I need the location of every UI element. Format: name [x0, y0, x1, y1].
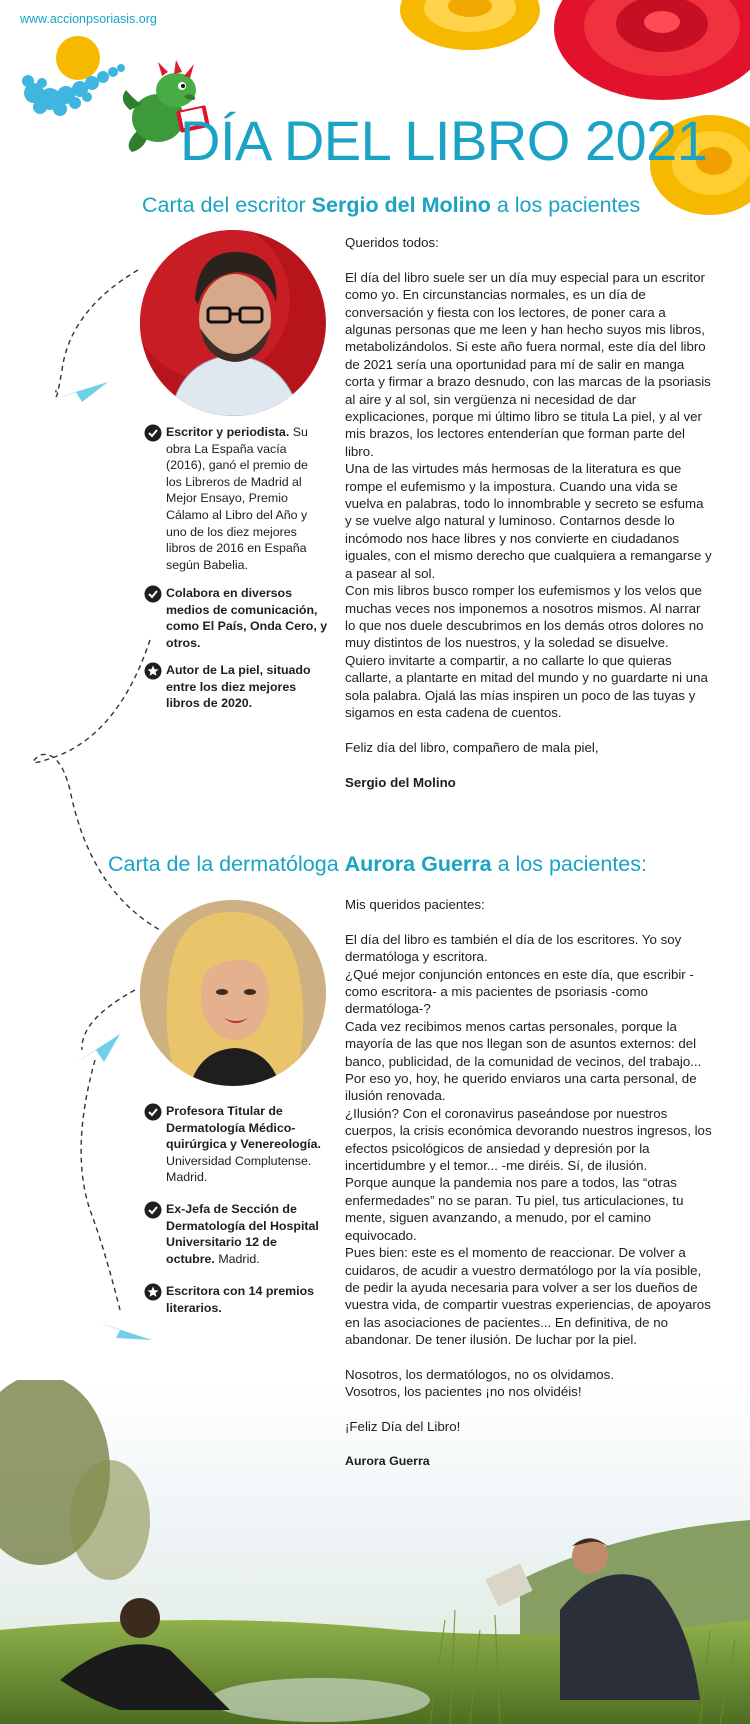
author-bio-item [166, 424, 318, 573]
paper-plane-icon [52, 378, 108, 404]
check-badge-icon [144, 585, 162, 603]
author-bio-bold: Colabora en diversos medios de comunicación, como El País, Onda Cero, y otros. [166, 586, 328, 650]
dermatologist-bio-item [166, 1201, 328, 1267]
section2-title [108, 852, 647, 877]
letter-closing-line: Nosotros, los dermatólogos, no os olvidamos. [345, 1366, 615, 1382]
paper-plane-icon [74, 1034, 120, 1066]
association-logo [20, 35, 130, 120]
letter-paragraph: ¿Ilusión? Con el coronavirus paseándose por nuestros cuerpos, la crisis económica devorando nuestros ingresos, los efectos psicológicos de ansiedad y depresión por la incertidumbre y el temor... -me diréis. Sí, de ilusión. [345, 1105, 712, 1174]
dermatologist-bio-item [166, 1103, 326, 1186]
section2-title-prefix: Carta de la dermatóloga [108, 852, 345, 876]
check-badge-icon [144, 1103, 162, 1121]
section2-title-name: Aurora Guerra [344, 852, 492, 876]
author-bio-item [166, 585, 328, 651]
dermatologist-bio-bold: Profesora Titular de Dermatología Médico-quirúrgica y Venereología. [166, 1104, 321, 1152]
section1-title-suffix: a los pacientes [490, 193, 641, 217]
letter-paragraph: Pues bien: este es el momento de reaccionar. De volver a cuidaros, de acudir a vuestro dermatólogo por la vía posible, de pedir la ayuda necesaria para volver a ser los dueños de vuestra vida, de compartir vuestras experiencias, de apoyaros en las asociaciones de pacientes... En definitiva, de no abandonar. De tener ilusión. De luchar por la piel. [345, 1245, 711, 1348]
writer-letter [345, 234, 713, 791]
check-badge-icon [144, 424, 162, 442]
red-flower-icon [554, 0, 750, 100]
check-badge-icon [144, 1201, 162, 1219]
author-bio-bold: Escritor y periodista. [166, 425, 290, 439]
letter-paragraph: El día del libro es también el día de los escritores. Yo soy dermatóloga y escritora. [345, 931, 682, 965]
letter-paragraph: Quiero invitarte a compartir, a no callarte lo que quieras callarte, a plantarte en mitad del mundo y no guardarte ni una sola palabra. Ojalá las mías inspiren un poco de las tuyas y sigamos en esta cadena de cuentos. [345, 652, 708, 720]
letter-signature: Aurora Guerra [345, 1453, 430, 1468]
star-badge-icon [144, 1283, 162, 1301]
yellow-flower-top-icon [400, 0, 540, 50]
letter-paragraph: Con mis libros busco romper los eufemismos y los velos que muchas veces nos imponemos a nosotros mismos. Al narrar lo que nos duele descubrimos en los demás otros dolores no muy distintos de los nuestros, y la soledad se disuelve. [345, 583, 704, 651]
site-url-link[interactable]: www.accionpsoriasis.org [20, 12, 157, 26]
page-title: DÍA DEL LIBRO 2021 [180, 109, 708, 172]
letter-celebration: ¡Feliz Día del Libro! [345, 1419, 461, 1435]
dermatologist-portrait [140, 900, 326, 1086]
section1-title-prefix: Carta del escritor [142, 193, 312, 217]
letter-paragraph: ¿Qué mejor conjunción entonces en este día, que escribir -como escritora- a mis pacientes de psoriasis -como dermatóloga-? [345, 966, 694, 1017]
letter-closing-line: Vosotros, los pacientes ¡no nos olvidéis! [345, 1384, 582, 1400]
author-bio-item [166, 662, 316, 712]
section1-title [142, 193, 640, 218]
dermatologist-bio-bold: Ex-Jefa de Sección de Dermatología del Hospital Universitario 12 de octubre. [166, 1202, 319, 1266]
letter-closing: Feliz día del libro, compañero de mala piel, [345, 739, 599, 755]
letter-paragraph: El día del libro suele ser un día muy especial para un escritor como yo. En circunstancias normales, es un día de conversación y fiesta con los lectores, de poner cara a algunas personas que me leen y han hecho suyos mis libros, metabolizándolos. Si este año fuera normal, este día del libro de 2021 sería una oportunidad para mí de salir en manga corta y firmar a brazo desnudo, con las marcas de la psoriasis al aire y al sol, sin vergüenza ni necesidad de dar explicaciones, porque mi último libro se titula La piel, y al ver mis brazos, los lectores entenderían que forman parte del libro. [345, 269, 711, 459]
letter-paragraph: Cada vez recibimos menos cartas personales, porque la mayoría de las que nos llegan son de asuntos externos: del banco, publicidad, de la comunidad de vecinos, del trabajo... Por eso yo, hoy, he querido enviaros una carta personal, de ilusión renovada. [345, 1018, 702, 1104]
dermatologist-bio-item [166, 1283, 316, 1316]
star-badge-icon [144, 662, 162, 680]
letter-paragraph: Una de las virtudes más hermosas de la literatura es que rompe el eufemismo y la impostura. Cuando una vida se vuelva en palabras, todo lo innombrable y secreto se esfuma y se vuelve algo natural y luminoso. Contarnos desde lo incómodo nos hace libres y nos convierte en ciudadanos iguales, con el mismo derecho que cualquiera a remangarse y a pasear al sol. [345, 461, 712, 581]
author-portrait [140, 230, 326, 416]
dermatologist-bio-text: Madrid. [214, 1251, 260, 1266]
paper-plane-icon [96, 1316, 152, 1342]
letter-greeting: Mis queridos pacientes: [345, 897, 485, 912]
author-bio-text: Su obra La España vacía (2016), ganó el premio de los Libreros de Madrid al Mejor Ensayo, Premio Cálamo al Libro del Año y uno de los diez mejores libros de 2016 en España según Babelia. [166, 425, 308, 572]
section1-title-name: Sergio del Molino [311, 193, 491, 217]
dermatologist-bio-bold: Escritora con 14 premios literarios. [166, 1284, 315, 1315]
letter-paragraph: Porque aunque la pandemia nos pare a todos, las “otras enfermedades” no se paran. Tu piel, tus articulaciones, tu mente, siguen avanzando, a menudo, por el camino equivocado. [345, 1175, 684, 1243]
author-bio-bold: Autor de La piel, situado entre los diez mejores libros de 2020. [166, 663, 311, 711]
section2-title-suffix: a los pacientes: [491, 852, 647, 876]
letter-signature: Sergio del Molino [345, 774, 456, 790]
dashed-path-decoration [0, 250, 160, 1360]
dermatologist-bio-text: Universidad Complutense. Madrid. [166, 1153, 312, 1185]
letter-greeting: Queridos todos: [345, 235, 439, 250]
dermatologist-letter [345, 896, 713, 1470]
